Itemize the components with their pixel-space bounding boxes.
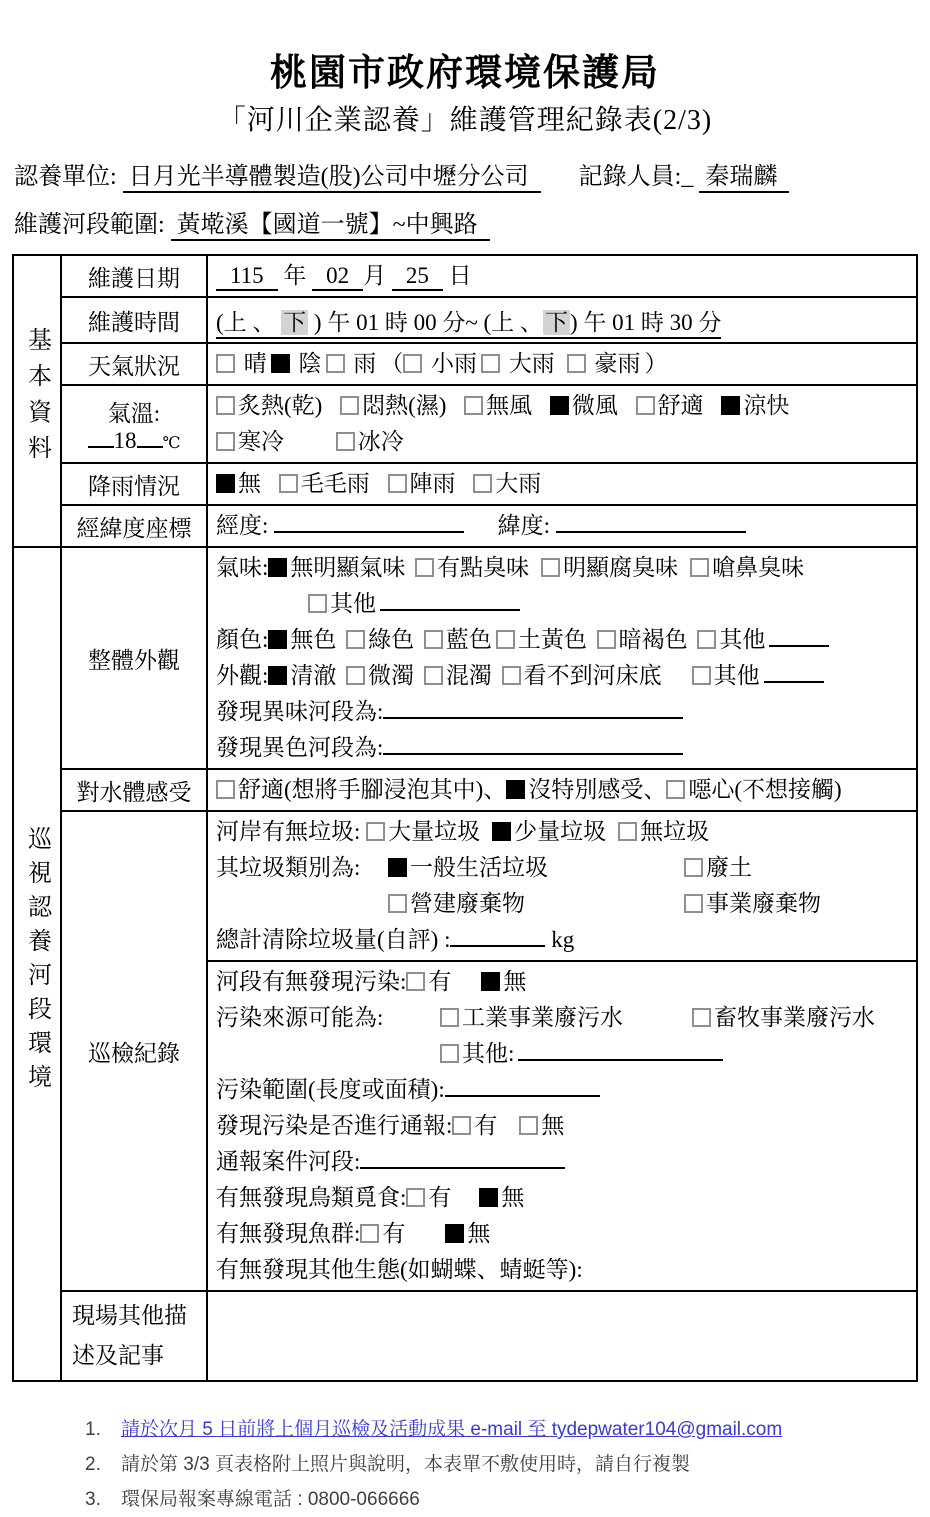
checkbox-icon[interactable] — [424, 666, 443, 685]
maintain-date-value — [207, 255, 917, 297]
footer-note-2 — [85, 1447, 930, 1482]
temp-option-breeze[interactable] — [550, 393, 618, 418]
checkbox-icon[interactable] — [346, 666, 365, 685]
checkbox-icon[interactable] — [308, 594, 327, 613]
checkbox-icon[interactable] — [366, 822, 385, 841]
checkbox-icon[interactable] — [519, 1116, 538, 1135]
option-label: 有 — [474, 1113, 498, 1138]
recorder-value: 秦瑞麟 — [699, 164, 789, 193]
checkbox-icon[interactable] — [403, 354, 422, 373]
checkbox-icon[interactable] — [473, 474, 492, 493]
inspection-garbage-content — [207, 811, 917, 961]
option-label: 豪雨 — [594, 351, 641, 376]
form-page — [0, 42, 930, 1517]
checkbox-icon[interactable] — [690, 558, 709, 577]
look-option-slightly-turbid[interactable] — [346, 663, 414, 688]
checkbox-icon[interactable] — [388, 474, 407, 493]
option-label: 土黃色 — [517, 627, 587, 652]
color-option-green[interactable] — [346, 627, 414, 652]
checkbox-icon[interactable] — [440, 1008, 459, 1027]
checkbox-icon[interactable] — [388, 894, 407, 913]
color-option-earthy-yellow[interactable] — [496, 627, 587, 652]
option-label: 其他 — [330, 591, 376, 616]
checkbox-icon[interactable] — [326, 354, 345, 373]
option-label: 悶熱(濕) — [362, 393, 447, 418]
adopting-unit-line — [14, 156, 930, 191]
checkbox-icon[interactable] — [697, 630, 716, 649]
option-label: 無垃圾 — [640, 819, 710, 844]
adopting-unit-value: 日月光半導體製造(股)公司中壢分公司 — [123, 164, 541, 193]
footer-note-1 — [85, 1412, 930, 1447]
smell-option-pungent[interactable] — [690, 555, 804, 580]
option-label: 冰冷 — [357, 429, 404, 454]
checkbox-icon[interactable] — [440, 1044, 459, 1063]
option-label: 噁心(不想接觸) — [688, 777, 842, 802]
temp-option-cold[interactable] — [216, 429, 284, 454]
option-label: 綠色 — [368, 627, 415, 652]
pollution-source-question: 污染來源可能為: — [216, 1005, 384, 1030]
checkbox-icon[interactable] — [550, 396, 569, 415]
rainfall-options — [207, 463, 917, 505]
page-title: 桃園市政府環境保護局 — [270, 53, 660, 94]
odd-smell-label: 發現異味河段為: — [216, 699, 384, 724]
weather-option-rain[interactable] — [326, 351, 377, 376]
checkbox-icon[interactable] — [567, 354, 586, 373]
temperature-label-cell — [61, 385, 207, 463]
color-option-other[interactable] — [697, 627, 765, 652]
year-unit: 年 — [283, 263, 307, 288]
checkbox-icon[interactable] — [502, 666, 521, 685]
date-month-field[interactable]: 02 — [312, 263, 363, 291]
note-number: 1. — [85, 1419, 101, 1440]
checkbox-icon[interactable] — [216, 474, 235, 493]
river-scope-label: 維護河段範圍: — [14, 212, 165, 238]
option-label: 涼快 — [743, 393, 790, 418]
option-label: 營建廢棄物 — [410, 891, 525, 916]
option-label: 陣雨 — [409, 471, 456, 496]
option-label: 少量垃圾 — [514, 819, 607, 844]
checkbox-icon[interactable] — [496, 630, 515, 649]
garbage-option-none[interactable] — [618, 819, 709, 844]
temp-option-no-wind[interactable] — [464, 393, 532, 418]
option-label: 無色 — [290, 627, 337, 652]
checkbox-icon[interactable] — [340, 396, 359, 415]
checkbox-icon[interactable] — [684, 894, 703, 913]
feeling-option-neutral[interactable] — [506, 777, 643, 802]
other-ecology-label: 有無發現其他生態(如蝴蝶、蜻蜓等): — [216, 1257, 583, 1282]
option-label: 無明顯氣味 — [290, 555, 406, 580]
checkbox-icon[interactable] — [336, 432, 355, 451]
temperature-value[interactable]: 18 — [113, 427, 137, 453]
checkbox-icon[interactable] — [445, 1224, 464, 1243]
time-ampm-highlight[interactable]: 下 — [544, 309, 568, 335]
fish-option-no[interactable] — [445, 1221, 490, 1246]
date-year-field[interactable]: 115 — [216, 263, 278, 291]
option-label: 其他: — [462, 1041, 515, 1066]
adopting-unit-label: 認養單位: — [14, 164, 117, 190]
report-case-label: 通報案件河段: — [216, 1149, 361, 1174]
checkbox-icon[interactable] — [481, 972, 500, 991]
garbage-type-question: 其垃圾類別為: — [216, 855, 361, 880]
page-subtitle: 「河川企業認養」維護管理紀錄表(2/3) — [217, 105, 713, 136]
option-label: 嗆鼻臭味 — [712, 555, 805, 580]
checkbox-icon[interactable] — [692, 1008, 711, 1027]
color-label: 顏色: — [216, 627, 269, 652]
checkbox-icon[interactable] — [271, 354, 290, 373]
checkbox-icon[interactable] — [268, 558, 287, 577]
option-label: 陰 — [298, 351, 322, 376]
checkbox-icon[interactable] — [415, 558, 434, 577]
water-feeling-label: 對水體感受 — [61, 769, 207, 811]
option-label: 有點臭味 — [437, 555, 530, 580]
weather-option-torrential-rain[interactable] — [567, 351, 641, 376]
weather-option-sunny[interactable] — [216, 351, 267, 376]
garbage-option-little[interactable] — [492, 819, 606, 844]
garbage-question: 河岸有無垃圾: — [216, 819, 361, 844]
section-basic-label: 基本資料 — [23, 326, 50, 471]
pollution-question: 河段有無發現污染: — [216, 969, 407, 994]
note-text: 請於第 3/3 頁表格附上照片與說明，本表單不敷使用時，請自行複製 — [121, 1454, 690, 1475]
recorder-label: 記錄人員:_ — [578, 164, 694, 190]
option-label: 大量垃圾 — [388, 819, 481, 844]
rainfall-label: 降雨情況 — [61, 463, 207, 505]
option-label: 雨 — [353, 351, 377, 376]
checkbox-icon[interactable] — [721, 396, 740, 415]
option-label: 其他 — [719, 627, 766, 652]
appearance-content — [207, 547, 917, 769]
option-label: 清澈 — [290, 663, 337, 688]
table-row — [13, 385, 917, 463]
checkbox-icon[interactable] — [506, 780, 525, 799]
option-label: 看不到河床底 — [523, 663, 662, 688]
weather-label: 天氣狀況 — [61, 343, 207, 385]
odd-color-field[interactable] — [383, 735, 683, 755]
look-label: 外觀: — [216, 663, 269, 688]
checkbox-icon[interactable] — [481, 354, 500, 373]
checkbox-icon[interactable] — [360, 1224, 379, 1243]
separator: 、 — [643, 777, 667, 802]
option-label: 毛毛雨 — [300, 471, 370, 496]
temperature-options — [207, 385, 917, 463]
bird-option-no[interactable] — [479, 1185, 524, 1210]
report-case-field[interactable] — [360, 1149, 565, 1169]
weather-option-cloudy[interactable] — [271, 351, 322, 376]
pollution-range-label: 污染範圍(長度或面積): — [216, 1077, 445, 1102]
temp-option-scorching[interactable] — [216, 393, 322, 418]
option-label: 晴 — [243, 351, 267, 376]
report-option-no[interactable] — [519, 1113, 564, 1138]
rain-option-none[interactable] — [216, 471, 261, 496]
email-link[interactable]: 請於次月 5 日前將上個月巡檢及活動成果 e-mail 至 tydepwater104@gmail.com — [121, 1419, 783, 1440]
date-day-field[interactable]: 25 — [392, 263, 443, 291]
separator: 、 — [483, 777, 507, 802]
checkbox-icon[interactable] — [388, 858, 407, 877]
rain-option-drizzle[interactable] — [279, 471, 370, 496]
checkbox-icon[interactable] — [636, 396, 655, 415]
table-row — [13, 505, 917, 547]
blank-field[interactable] — [137, 430, 163, 448]
look-option-other[interactable] — [692, 663, 760, 688]
checkbox-icon[interactable] — [666, 780, 685, 799]
checkbox-icon[interactable] — [618, 822, 637, 841]
option-label: 舒適 — [657, 393, 704, 418]
report-question: 發現污染是否進行通報: — [216, 1113, 453, 1138]
option-label: 大雨 — [495, 471, 542, 496]
smell-option-obvious[interactable] — [541, 555, 678, 580]
look-other-field[interactable] — [764, 663, 824, 683]
day-unit: 日 — [448, 263, 472, 288]
color-option-blue[interactable] — [424, 627, 492, 652]
maintain-date-label: 維護日期 — [61, 255, 207, 297]
checkbox-icon[interactable] — [268, 666, 287, 685]
color-option-dark-brown[interactable] — [597, 627, 688, 652]
pollution-option-no[interactable] — [481, 969, 526, 994]
option-label: 無 — [503, 969, 527, 994]
checkbox-icon[interactable] — [479, 1188, 498, 1207]
section-patrol-label: 巡視認養河段環境 — [23, 825, 50, 1098]
appearance-label: 整體外觀 — [61, 547, 207, 769]
look-option-turbid[interactable] — [424, 663, 492, 688]
pollution-option-yes[interactable] — [406, 969, 451, 994]
coordinates-value — [207, 505, 917, 547]
option-label: 小雨 — [431, 351, 477, 376]
look-option-clear[interactable] — [268, 663, 336, 688]
option-label: 微濁 — [368, 663, 415, 688]
source-other-field[interactable] — [518, 1041, 723, 1061]
look-option-cannot-see-bed[interactable] — [502, 663, 662, 688]
option-label: 無 — [238, 471, 261, 496]
table-row — [13, 1291, 917, 1381]
odd-color-label: 發現異色河段為: — [216, 735, 384, 760]
temp-option-freezing[interactable] — [336, 429, 404, 454]
footer-notes — [85, 1412, 930, 1517]
checkbox-icon[interactable] — [492, 822, 511, 841]
option-label: 暗褐色 — [618, 627, 688, 652]
site-notes-field[interactable] — [207, 1291, 917, 1381]
checkbox-icon[interactable] — [541, 558, 560, 577]
pollution-range-field[interactable] — [445, 1077, 600, 1097]
smell-other-field[interactable] — [380, 591, 520, 611]
option-label: 畜牧事業廢污水 — [714, 1005, 875, 1030]
temperature-label: 氣溫: — [107, 400, 161, 426]
temp-option-muggy[interactable] — [340, 393, 446, 418]
option-label: 大雨 — [508, 351, 555, 376]
feeling-option-disgusting[interactable] — [666, 777, 841, 802]
option-label: 事業廢棄物 — [706, 891, 821, 916]
maintain-time-value — [207, 297, 917, 343]
checkbox-icon[interactable] — [406, 972, 425, 991]
checkbox-icon[interactable] — [597, 630, 616, 649]
type-option-industrial-waste[interactable] — [684, 891, 821, 916]
temperature-value-line — [64, 428, 204, 454]
checkbox-icon[interactable] — [216, 780, 235, 799]
inspection-pollution-content — [207, 961, 917, 1291]
smell-option-other[interactable] — [308, 591, 376, 616]
option-label: 有 — [382, 1221, 406, 1246]
longitude-label: 經度: — [216, 513, 269, 538]
paren: ） — [644, 351, 668, 376]
maintain-time-label: 維護時間 — [61, 297, 207, 343]
color-other-field[interactable] — [769, 627, 829, 647]
fish-question: 有無發現魚群: — [216, 1221, 361, 1246]
time-seg: ) 午 01 時 00 分~ (上 、 — [308, 309, 543, 335]
month-unit: 月 — [363, 263, 387, 288]
smell-option-slight[interactable] — [415, 555, 529, 580]
weather-option-light-rain[interactable] — [403, 351, 477, 376]
section-basic-info — [13, 255, 61, 547]
river-scope-value: 黃墘溪【國道一號】~中興路 — [171, 212, 490, 241]
checkbox-icon[interactable] — [346, 630, 365, 649]
table-row — [13, 463, 917, 505]
checkbox-icon[interactable] — [464, 396, 483, 415]
table-row — [13, 255, 917, 297]
table-row — [13, 343, 917, 385]
longitude-field[interactable] — [274, 513, 464, 533]
smell-label: 氣味: — [216, 555, 269, 580]
section-patrol — [13, 547, 61, 1381]
option-label: 無 — [501, 1185, 525, 1210]
table-row — [13, 297, 917, 343]
source-option-other[interactable] — [440, 1041, 514, 1066]
type-option-household[interactable] — [388, 855, 548, 880]
time-seg: (上 、 — [216, 309, 282, 335]
option-label: 廢土 — [706, 855, 752, 880]
latitude-field[interactable] — [556, 513, 746, 533]
feeling-option-comfortable[interactable] — [216, 777, 483, 802]
site-notes-label: 現場其他描述及記事 — [61, 1291, 207, 1381]
time-field[interactable] — [216, 310, 721, 339]
checkbox-icon[interactable] — [692, 666, 711, 685]
footer-note-3 — [85, 1482, 930, 1517]
option-label: 寒冷 — [238, 429, 284, 454]
inspection-label: 巡檢紀錄 — [61, 811, 207, 1291]
option-label: 炙熱(乾) — [238, 393, 323, 418]
latitude-label: 緯度: — [497, 513, 551, 538]
rain-option-showers[interactable] — [388, 471, 456, 496]
bird-option-yes[interactable] — [406, 1185, 451, 1210]
checkbox-icon[interactable] — [279, 474, 298, 493]
checkbox-icon[interactable] — [216, 396, 235, 415]
option-label: 舒適(想將手腳浸泡其中) — [238, 777, 484, 802]
bird-question: 有無發現鳥類覓食: — [216, 1185, 407, 1210]
kg-unit: kg — [551, 927, 575, 952]
option-label: 微風 — [571, 393, 618, 418]
option-label: 藍色 — [445, 627, 492, 652]
option-label: 沒特別感受 — [528, 777, 644, 802]
checkbox-icon[interactable] — [216, 354, 235, 373]
table-row — [13, 811, 917, 961]
option-label: 有 — [428, 969, 452, 994]
option-label: 有 — [428, 1185, 452, 1210]
option-label: 混濁 — [445, 663, 492, 688]
option-label: 工業事業廢污水 — [462, 1005, 623, 1030]
water-feeling-options — [207, 769, 917, 811]
celsius-unit: ℃ — [162, 434, 181, 452]
source-option-livestock[interactable] — [692, 1005, 875, 1030]
checkbox-icon[interactable] — [406, 1188, 425, 1207]
type-option-construction[interactable] — [388, 891, 525, 916]
river-scope-line — [14, 204, 930, 239]
rain-option-heavy[interactable] — [473, 471, 541, 496]
time-ampm-highlight[interactable]: 下 — [283, 309, 307, 335]
coordinates-label: 經緯度座標 — [61, 505, 207, 547]
temp-option-comfortable[interactable] — [636, 393, 704, 418]
option-label: 無風 — [486, 393, 533, 418]
weather-options — [207, 343, 917, 385]
note-number: 2. — [85, 1454, 101, 1475]
table-row — [13, 547, 917, 769]
checkbox-icon[interactable] — [268, 630, 287, 649]
blank-field[interactable] — [88, 430, 114, 448]
weather-option-heavy-rain[interactable] — [481, 351, 555, 376]
garbage-option-lots[interactable] — [366, 819, 480, 844]
type-option-waste-soil[interactable] — [684, 855, 752, 880]
option-label: 其他 — [713, 663, 760, 688]
report-option-yes[interactable] — [452, 1113, 497, 1138]
record-table — [12, 254, 918, 1382]
option-label: 無 — [541, 1113, 565, 1138]
option-label: 明顯腐臭味 — [563, 555, 679, 580]
total-garbage-label: 總計清除垃圾量(自評) : — [216, 927, 451, 952]
note-number: 3. — [85, 1489, 101, 1510]
source-option-industrial[interactable] — [440, 1005, 623, 1030]
checkbox-icon[interactable] — [684, 858, 703, 877]
odd-smell-field[interactable] — [383, 699, 683, 719]
total-garbage-field[interactable] — [450, 927, 545, 947]
option-label: 一般生活垃圾 — [410, 855, 548, 880]
note-text: 環保局報案專線電話 : 0800-066666 — [121, 1489, 420, 1510]
checkbox-icon[interactable] — [216, 432, 235, 451]
smell-option-none[interactable] — [268, 555, 405, 580]
checkbox-icon[interactable] — [424, 630, 443, 649]
paren: （ — [380, 351, 404, 376]
fish-option-yes[interactable] — [360, 1221, 405, 1246]
option-label: 無 — [467, 1221, 491, 1246]
temp-option-cool[interactable] — [721, 393, 789, 418]
checkbox-icon[interactable] — [452, 1116, 471, 1135]
color-option-colorless[interactable] — [268, 627, 336, 652]
table-row — [13, 769, 917, 811]
time-seg: ) 午 01 時 30 分 — [569, 309, 722, 335]
